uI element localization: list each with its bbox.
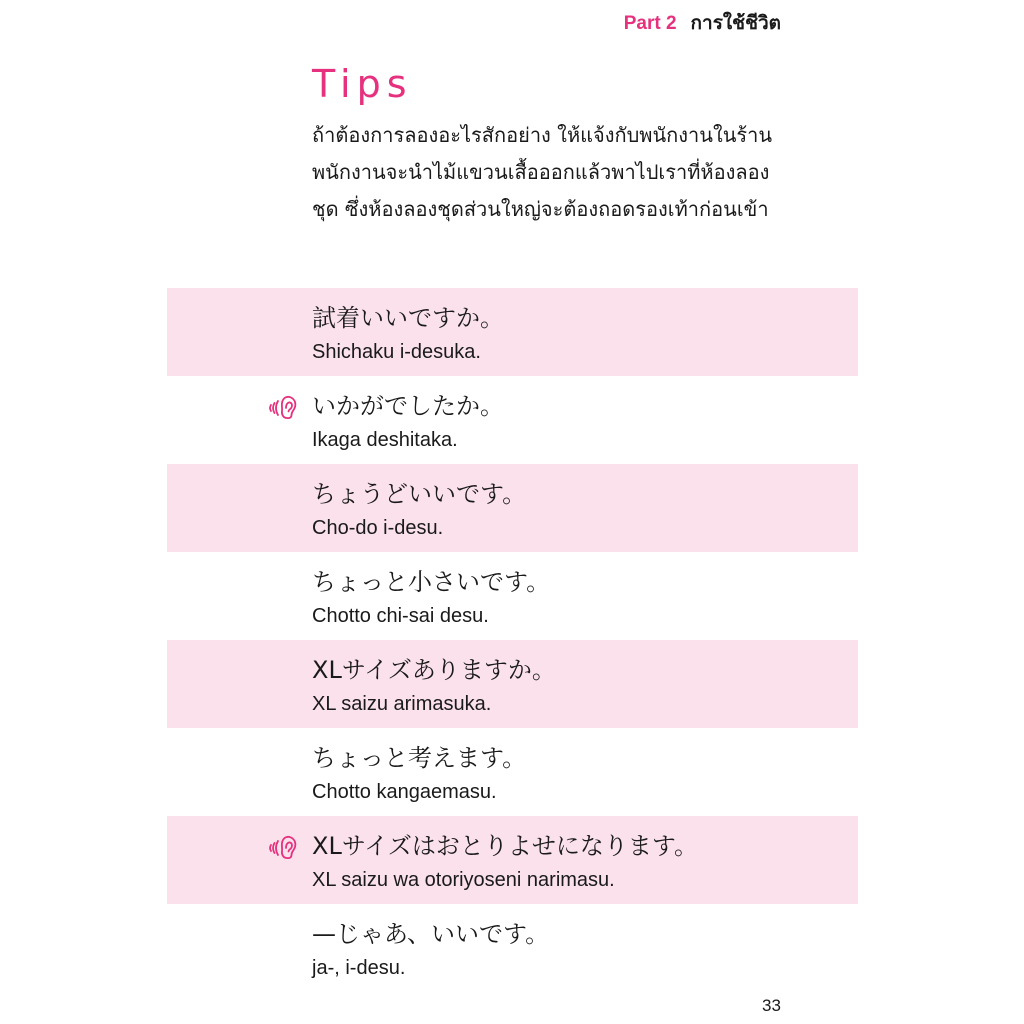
ear-sound-icon-stroke <box>286 842 292 851</box>
phrase-japanese: ちょっと考えます。 <box>312 744 527 772</box>
phrase-japanese: ちょうどいいです。 <box>312 480 527 508</box>
tips-line: พนักงานจะนำไม้แขวนเสื้อออกแล้วพาไปเราที่ห้องลอง <box>312 160 770 184</box>
ear-sound-icon-stroke <box>270 405 271 411</box>
phrase-row <box>167 552 858 640</box>
ear-sound-icon-stroke <box>286 402 292 411</box>
tips-line: ชุด ซึ่งห้องลองชุดส่วนใหญ่จะต้องถอดรองเท้าก่อนเข้า <box>312 197 769 221</box>
phrase-romaji: Ikaga deshitaka. <box>312 429 458 451</box>
tips-line: ถ้าต้องการลองอะไรสักอย่าง ให้แจ้งกับพนักงานในร้าน <box>312 123 773 147</box>
ear-sound-icon <box>267 393 301 423</box>
ear-sound-icon-stroke <box>276 841 278 855</box>
running-header <box>624 8 781 38</box>
phrase-japanese: 試着いいですか。 <box>312 304 504 332</box>
phrase-romaji: Cho-do i-desu. <box>312 517 444 539</box>
ear-sound-icon-stroke <box>282 397 296 418</box>
phrase-list <box>167 288 858 992</box>
phrase-row <box>167 464 858 552</box>
phrase-romaji: XL saizu wa otoriyoseni narimasu. <box>312 869 615 891</box>
phrase-romaji: ja-, i-desu. <box>312 957 406 979</box>
tips-body <box>312 117 792 228</box>
ear-sound-icon-stroke <box>276 401 278 415</box>
section-title: การใช้ชีวิต <box>690 13 781 34</box>
phrase-row <box>167 376 858 464</box>
phrase-row <box>167 904 858 992</box>
phrase-japanese: XLサイズはおとりよせになります。 <box>312 832 698 860</box>
ear-sound-icon-stroke <box>273 843 275 853</box>
ear-sound-icon-stroke <box>270 845 271 851</box>
phrase-romaji: Chotto kangaemasu. <box>312 781 497 803</box>
ear-sound-icon-stroke <box>273 403 275 413</box>
phrase-japanese: いかがでしたか。 <box>312 392 504 420</box>
phrase-row <box>167 816 858 904</box>
page-number: 33 <box>762 996 781 1015</box>
phrase-japanese: XLサイズありますか。 <box>312 656 556 684</box>
ear-sound-icon-stroke <box>282 837 296 858</box>
phrase-romaji: Chotto chi-sai desu. <box>312 605 489 627</box>
phrase-romaji: XL saizu arimasuka. <box>312 693 492 715</box>
phrase-row <box>167 728 858 816</box>
phrase-romaji: Shichaku i-desuka. <box>312 341 481 363</box>
phrase-row <box>167 640 858 728</box>
phrase-japanese: ちょっと小さいです。 <box>312 568 551 596</box>
phrase-japanese: —じゃあ、いいです。 <box>312 920 550 948</box>
phrase-row <box>167 288 858 376</box>
part-label: Part 2 <box>623 13 677 34</box>
tips-title: Tips <box>312 62 413 106</box>
ear-sound-icon <box>267 833 301 863</box>
